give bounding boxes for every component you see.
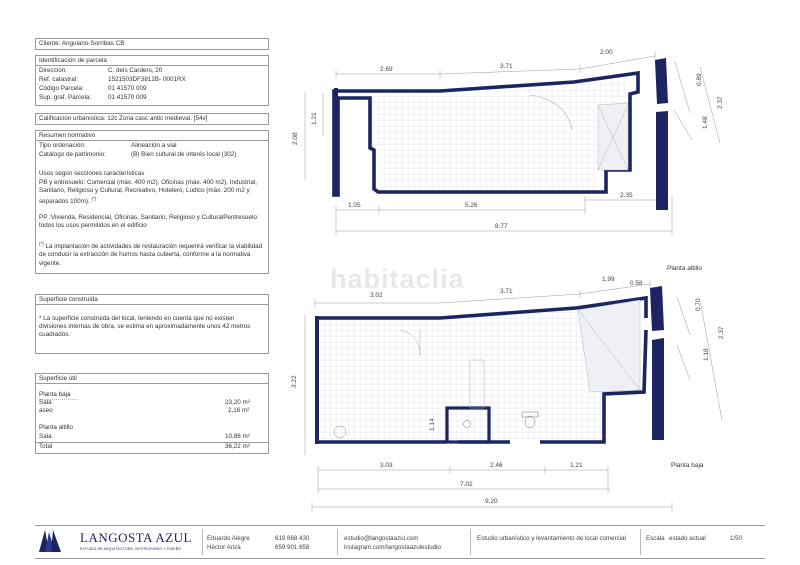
dim-label: 1.48	[702, 116, 709, 129]
useful-surface-heading: Superficie útil	[39, 375, 77, 382]
client-name: Cliente: Anguiano-Sorribas CB	[39, 40, 125, 47]
footer-divider	[470, 529, 471, 555]
footer-divider	[337, 529, 338, 555]
plan-title-baja: Planta baja	[671, 462, 704, 469]
dim-label: 7.02	[460, 481, 473, 488]
dim-label: 3.71	[500, 63, 513, 70]
dim-label: 1.21	[311, 112, 318, 125]
dim-label: 1.18	[703, 348, 710, 361]
dim-label: 1.21	[570, 462, 583, 469]
dim-label: 2.37	[717, 96, 724, 109]
parcel-value: C. dels Carders, 20	[108, 67, 163, 74]
logo-name: LANGOSTA AZUL	[80, 530, 192, 545]
parcel-label: Sup. graf. Parcela:	[39, 94, 92, 101]
top-floor	[338, 77, 630, 190]
uses-pp: PP :Vivienda, Residencial, Oficinas, Sanitario, Religioso y CulturalPentresuelo: todos los usos permitidos en el edificio	[39, 214, 259, 230]
normative-label: Catálogo de patrimonio:	[39, 151, 106, 158]
wall-right	[650, 286, 664, 331]
footer-bottom-line	[35, 558, 765, 559]
note-text: La implantación de actividades de restauración requerirá verificar la viabilidad de conducir la extracción de humos hasta cubierta, conforme a la normativa vigente.	[39, 243, 263, 267]
built-surface-text: * La superficie construida del local, teniendo en cuenta que no existen divisiones internas de obra, se estima en aproximadamente unos 42 metros cuadrados.	[39, 315, 251, 339]
project-description: Estudio urbanístico y levantamiento de local comercial	[477, 535, 626, 542]
parcel-value: 1521503DF3812B- 0001RX	[108, 76, 186, 83]
dim-label: 3.03	[380, 462, 393, 469]
dim-label: 1.99	[602, 276, 615, 283]
group-title: Planta baja	[39, 391, 71, 398]
dim-label: 8.77	[495, 223, 508, 230]
dim-label: 2.00	[600, 49, 613, 56]
uses-heading: Usos según secciones características	[39, 170, 145, 177]
group-title: Planta altillo	[39, 424, 73, 431]
dim-label: 2.69	[380, 66, 393, 73]
dim-label: 2.46	[490, 462, 503, 469]
normative-label: Tipo ordenación:	[39, 142, 86, 149]
parcel-value: 01 41570 009	[108, 85, 147, 92]
row-value: 2,16 m²	[228, 407, 250, 414]
phone-number: 659 901 658	[275, 544, 310, 551]
total-label: Total	[39, 443, 53, 450]
dim-label: 3.71	[500, 288, 513, 295]
parcel-label: Ref. catastral:	[39, 76, 78, 83]
wall-right	[656, 111, 668, 210]
total-value: 36,22 m²	[225, 443, 250, 450]
normative-value: (B) Bien cultural de interés local (302)	[131, 151, 237, 158]
watermark: habitaclia	[330, 264, 465, 294]
parcel-value: 01 41570 009	[108, 94, 147, 101]
logo-subtitle: ESTUDIO DE ARQUITECTURA, INTERIORISMO Y DISEÑO	[80, 547, 182, 551]
footer-top-line	[35, 525, 765, 526]
plan-title-altillo: Planta altillo	[667, 265, 703, 272]
dim-label: 9.20	[485, 498, 498, 505]
row-label: Sala	[39, 399, 52, 406]
normative-heading: Resumen normativo	[39, 132, 96, 139]
instagram-link[interactable]: instagram.com/langostaazulestudio	[344, 544, 441, 551]
dim-label: 0.70	[695, 298, 702, 311]
wall-left	[315, 316, 319, 444]
row-label: Sala	[39, 433, 52, 440]
row-value: 10,86 m²	[225, 433, 250, 440]
dim-label: 2.08	[292, 132, 299, 145]
footer-divider	[640, 529, 641, 555]
footer-divider	[202, 529, 203, 555]
scale-state: estado actual	[669, 535, 706, 542]
phone-number: 619 868 430	[275, 535, 310, 542]
person-name: Héctor Ariza	[207, 544, 241, 551]
dim-label: 1.05	[348, 202, 361, 209]
dim-label: 3.02	[370, 292, 383, 299]
uses-pb-text: PB y entresuelo: Comercial (máx. 400 m2), Oficinas (máx. 400 m2), Industrial, Sanitario, Religioso y Cultural, Recreativo, Hotelero, Lúdico (máx. 200 m2 y separados 100m).	[39, 179, 258, 206]
plan-altillo	[292, 49, 724, 235]
wall-right	[652, 338, 664, 440]
note-mark: (*)	[39, 241, 44, 246]
parcel-label: Dirección:	[39, 67, 67, 74]
dim-label: 2.35	[620, 192, 633, 199]
normative-value: Alineación a vial	[131, 142, 177, 149]
parcel-heading: Identificación de parcela	[39, 57, 107, 64]
person-name: Eduardo Alegre	[207, 535, 250, 542]
built-surface-heading: Superficie construida	[39, 296, 98, 303]
dim-label: 3.22	[291, 375, 298, 388]
row-label: aseo	[39, 407, 53, 414]
calification-text: Calificación urbanística: 12c Zona casc antic medieval. [54v]	[39, 115, 208, 122]
wall-right	[655, 58, 668, 104]
dim-label: 5.26	[465, 202, 478, 209]
logo-icon	[37, 528, 73, 554]
dim-label: 0.58	[630, 280, 643, 287]
scale-value: 1/50	[730, 535, 743, 542]
plan-baja	[291, 276, 725, 511]
parcel-label: Código Parcela:	[39, 85, 84, 92]
dim-label: 0.89	[696, 73, 703, 86]
row-value: 23,20 m²	[225, 399, 250, 406]
uses-pb-note: (*)	[91, 196, 97, 202]
wall-block	[334, 88, 338, 195]
dim-label: 2.37	[718, 326, 725, 339]
scale-label: Escala	[646, 535, 665, 542]
email-link[interactable]: estudio@langostaazul.com	[344, 535, 419, 542]
